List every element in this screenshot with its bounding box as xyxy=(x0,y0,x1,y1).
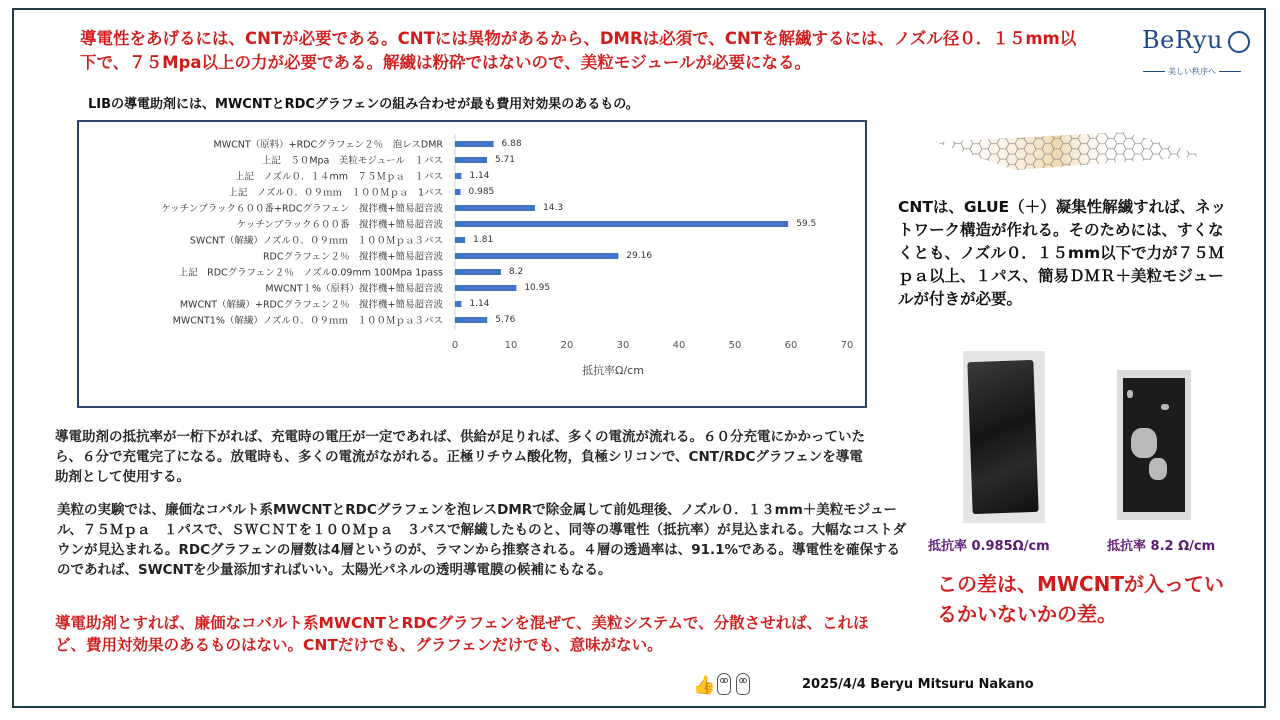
bar xyxy=(455,317,487,323)
bar xyxy=(455,189,461,195)
data-label: 5.76 xyxy=(495,315,516,325)
data-label: 0.985 xyxy=(468,187,495,197)
bar xyxy=(455,301,461,307)
difference-note: この差は、MWCNTが入っているかいないかの差。 xyxy=(937,572,1225,626)
graphene-sheet-illustration xyxy=(925,128,1210,172)
owl-icon-2 xyxy=(736,673,750,695)
logo-text: BeRyu xyxy=(1142,26,1224,54)
resistance-label-2: 抵抗率 8.2 Ω/cm xyxy=(1107,539,1216,554)
owl-icon xyxy=(717,673,731,695)
headline: 導電性をあげるには、CNTが必要である。CNTには異物があるから、DMRは必須で、CNTを解繊するには、ノズル径０．１５mm以下で、７５Mpa以上の力が必要である。解繊は粉砕ではないので、美粒モジュールが必要になる。 xyxy=(80,29,1077,72)
beryu-logo xyxy=(1140,26,1250,82)
resistance-label-1: 抵抗率 0.985Ω/cm xyxy=(928,539,1050,554)
logo-circle-icon xyxy=(1228,31,1250,53)
sample-photo-2 xyxy=(1117,370,1191,520)
category-label: ケッチンブラック６００番+RDCグラフェン 撹拌機+簡易超音波 xyxy=(161,203,443,215)
resistivity-chart xyxy=(77,120,867,408)
data-label: 29.16 xyxy=(626,251,653,261)
bar xyxy=(455,269,501,275)
data-label: 1.81 xyxy=(473,235,494,245)
bar xyxy=(455,237,465,243)
category-label: MWCNT1%（解繊）ノズル０．０９ｍｍ １００Ｍｐａ３パス xyxy=(172,315,443,327)
body-paragraph-2: 美粒の実験では、廉価なコバルト系MWCNTとRDCグラフェンを泡レスDMRで除金属して前処理後、ノズル０．１３mm＋美粒モジュール、７５Ｍｐａ １パスで、ＳＷＣＮＴを１００Ｍｐａ ３パスで解繊したものと、同等の導電性（抵抗率）が見込まれる。大幅なコストダウンが見込まれる。RDCグラフェンの層数は4層というのが、ラマンから推察される。４層の透過率は、91.1%である。導電性を確保するのであれば、SWCNTを少量添加すればいい。太陽光パネルの透明導電膜の候補にもなる。 xyxy=(57,502,907,578)
data-label: 1.14 xyxy=(469,299,490,309)
category-label: 上記 ノズル０．０９ｍｍ １００Ｍｐａ 1パス xyxy=(228,187,443,199)
footer-date-author: 2025/4/4 Beryu Mitsuru Nakano xyxy=(802,677,1034,692)
data-label: 8.2 xyxy=(508,267,524,277)
data-label: 5.71 xyxy=(494,155,516,165)
body-paragraph-1: 導電助剤の抵抗率が一桁下がれば、充電時の電圧が一定であれば、供給が足りれば、多くの電流が流れる。６０分充電にかかっていたら、６分で充電完了になる。放電時も、多くの電流がながれる。正極リチウム酸化物，負極シリコンで、CNT/RDCグラフェンを導電助剤として使用する。 xyxy=(55,429,865,485)
category-label: 上記 ノズル０．１４mm ７５Ｍｐａ １パス xyxy=(234,171,443,183)
thumbs-up-icon: 👍 xyxy=(693,675,716,696)
data-label: 59.5 xyxy=(796,219,817,229)
x-tick-label: 30 xyxy=(616,340,630,351)
category-label: SWCNT（解繊）ノズル０．０９ｍｍ １００Ｍｐａ３パス xyxy=(189,235,443,247)
x-tick-label: 70 xyxy=(840,340,854,351)
data-label: 1.14 xyxy=(469,171,490,181)
category-label: 上記 RDCグラフェン２％ ノズル0.09mm 100Mpa 1pass xyxy=(178,267,443,279)
cnt-explanation: CNTは、GLUE（＋）凝集性解繊すれば、ネットワーク構造が作れる。そのためには、すくなくとも、ノズル０．１５mm以下で力が７５Ｍｐａ以上、１パス、簡易ＤＭＲ＋美粒モジュールが付きが必要。 xyxy=(898,198,1227,308)
x-tick-label: 40 xyxy=(672,340,686,351)
logo-tagline: 美しい秩序へ xyxy=(1140,66,1244,77)
x-tick-label: 50 xyxy=(728,340,742,351)
category-label: ケッチンブラック６００番 撹拌機+簡易超音波 xyxy=(236,219,443,231)
bar xyxy=(455,157,487,163)
bar xyxy=(455,173,461,179)
x-tick-label: 0 xyxy=(451,340,459,351)
data-label: 10.95 xyxy=(524,283,551,293)
bar xyxy=(455,221,788,227)
data-label: 14.3 xyxy=(543,203,564,213)
bar xyxy=(455,285,516,291)
bar xyxy=(455,253,618,259)
data-label: 6.88 xyxy=(501,139,522,149)
sample-photo-1 xyxy=(963,351,1045,523)
x-tick-label: 20 xyxy=(560,340,574,351)
x-axis-title: 抵抗率Ω/cm xyxy=(582,364,644,377)
slide-subtitle: LIBの導電助剤には、MWCNTとRDCグラフェンの組み合わせが最も費用対効果のあるもの。 xyxy=(88,97,639,112)
category-label: MWCNT１%（原料）撹拌機+簡易超音波 xyxy=(265,283,443,295)
category-label: RDCグラフェン２％ 撹拌機+簡易超音波 xyxy=(262,251,443,263)
bar xyxy=(455,141,494,147)
x-tick-label: 10 xyxy=(504,340,518,351)
bar xyxy=(455,205,535,211)
category-label: MWCNT（原料）+RDCグラフェン２％ 泡レスDMR xyxy=(213,139,443,151)
category-label: MWCNT（解繊）+RDCグラフェン２％ 撹拌機+簡易超音波 xyxy=(179,299,443,311)
category-label: 上記 ５０Mpa 美粒モジュール １パス xyxy=(261,155,443,167)
x-tick-label: 60 xyxy=(784,340,798,351)
chart-svg xyxy=(79,122,865,406)
conclusion-text: 導電助剤とすれば、廉価なコバルト系MWCNTとRDCグラフェンを混ぜて、美粒システムで、分散させれば、これほど、費用対効果のあるものはない。CNTだけでも、グラフェンだけでも、意味がない。 xyxy=(55,614,869,654)
